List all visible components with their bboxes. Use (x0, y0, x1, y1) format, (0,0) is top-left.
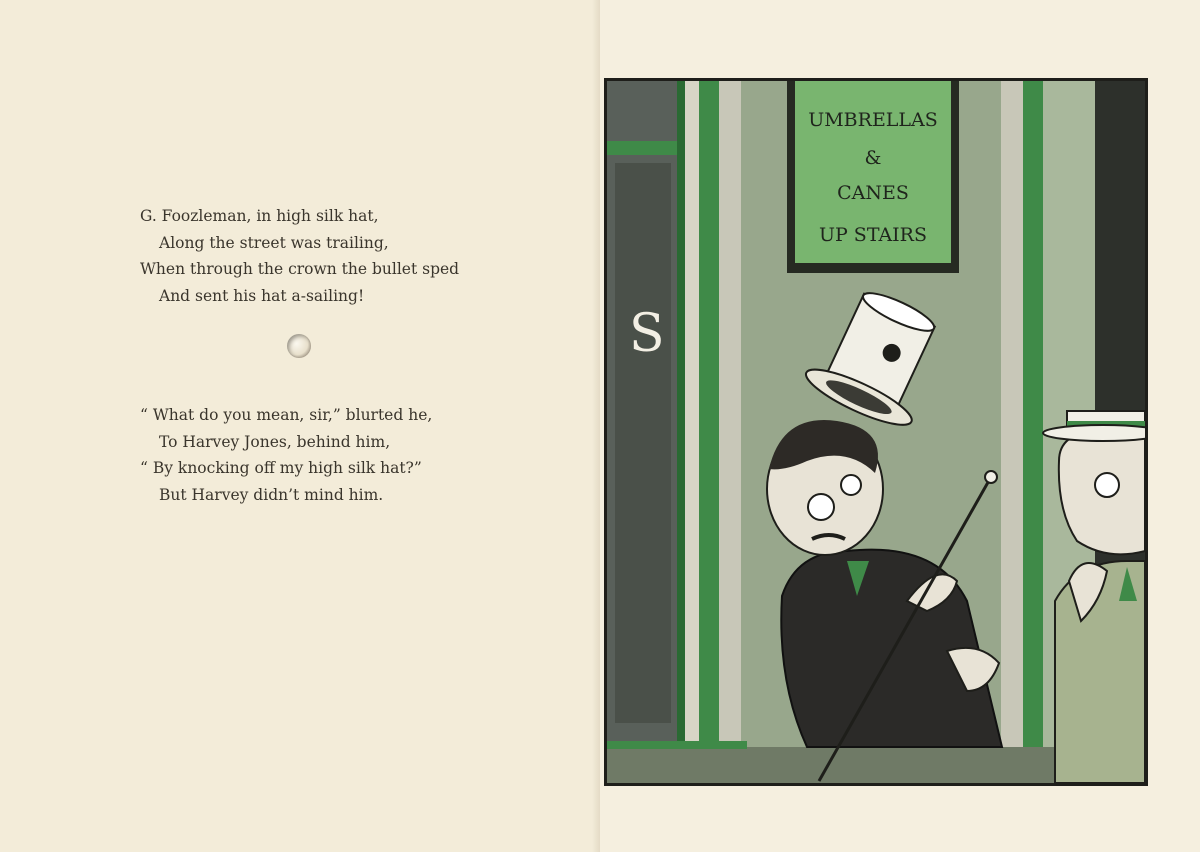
window-letter: S (629, 304, 665, 364)
stanza-line: When through the crown the bullet sped (140, 260, 460, 278)
window-glass (615, 163, 671, 723)
stanza-line: Along the street was trailing, (159, 233, 389, 252)
bullet-hole-icon (287, 334, 311, 358)
illustration-art (607, 81, 1145, 783)
stanza-2 (140, 402, 432, 508)
stanza-line: “ What do you mean, sir,” blurted he, (140, 406, 433, 424)
window-ledge (607, 141, 677, 155)
pillar-stripe (719, 81, 741, 783)
sign-line-1: UMBRELLAS (808, 109, 938, 131)
stanza-line: To Harvey Jones, behind him, (159, 432, 391, 451)
pillar-stripe (1001, 81, 1023, 783)
sign-line-4: UP STAIRS (818, 224, 928, 246)
stanza-line: And sent his hat a-sailing! (159, 286, 365, 305)
stanza-line: “ By knocking off my high silk hat?” (140, 459, 422, 477)
sill (607, 741, 747, 749)
pillar-stripe (677, 81, 685, 783)
stanza-line: G. Foozleman, in high silk hat, (140, 207, 379, 225)
pillar-stripe (685, 81, 699, 783)
sign-line-3: CANES (837, 182, 909, 204)
stanza-line: But Harvey didn’t mind him. (159, 485, 384, 504)
sign-line-2: & (864, 147, 882, 169)
illustration (604, 78, 1148, 786)
pillar-stripe (699, 81, 719, 783)
stanza-1 (140, 203, 459, 309)
harvey-jones-figure (1043, 411, 1145, 783)
pillar-stripe (1023, 81, 1043, 783)
